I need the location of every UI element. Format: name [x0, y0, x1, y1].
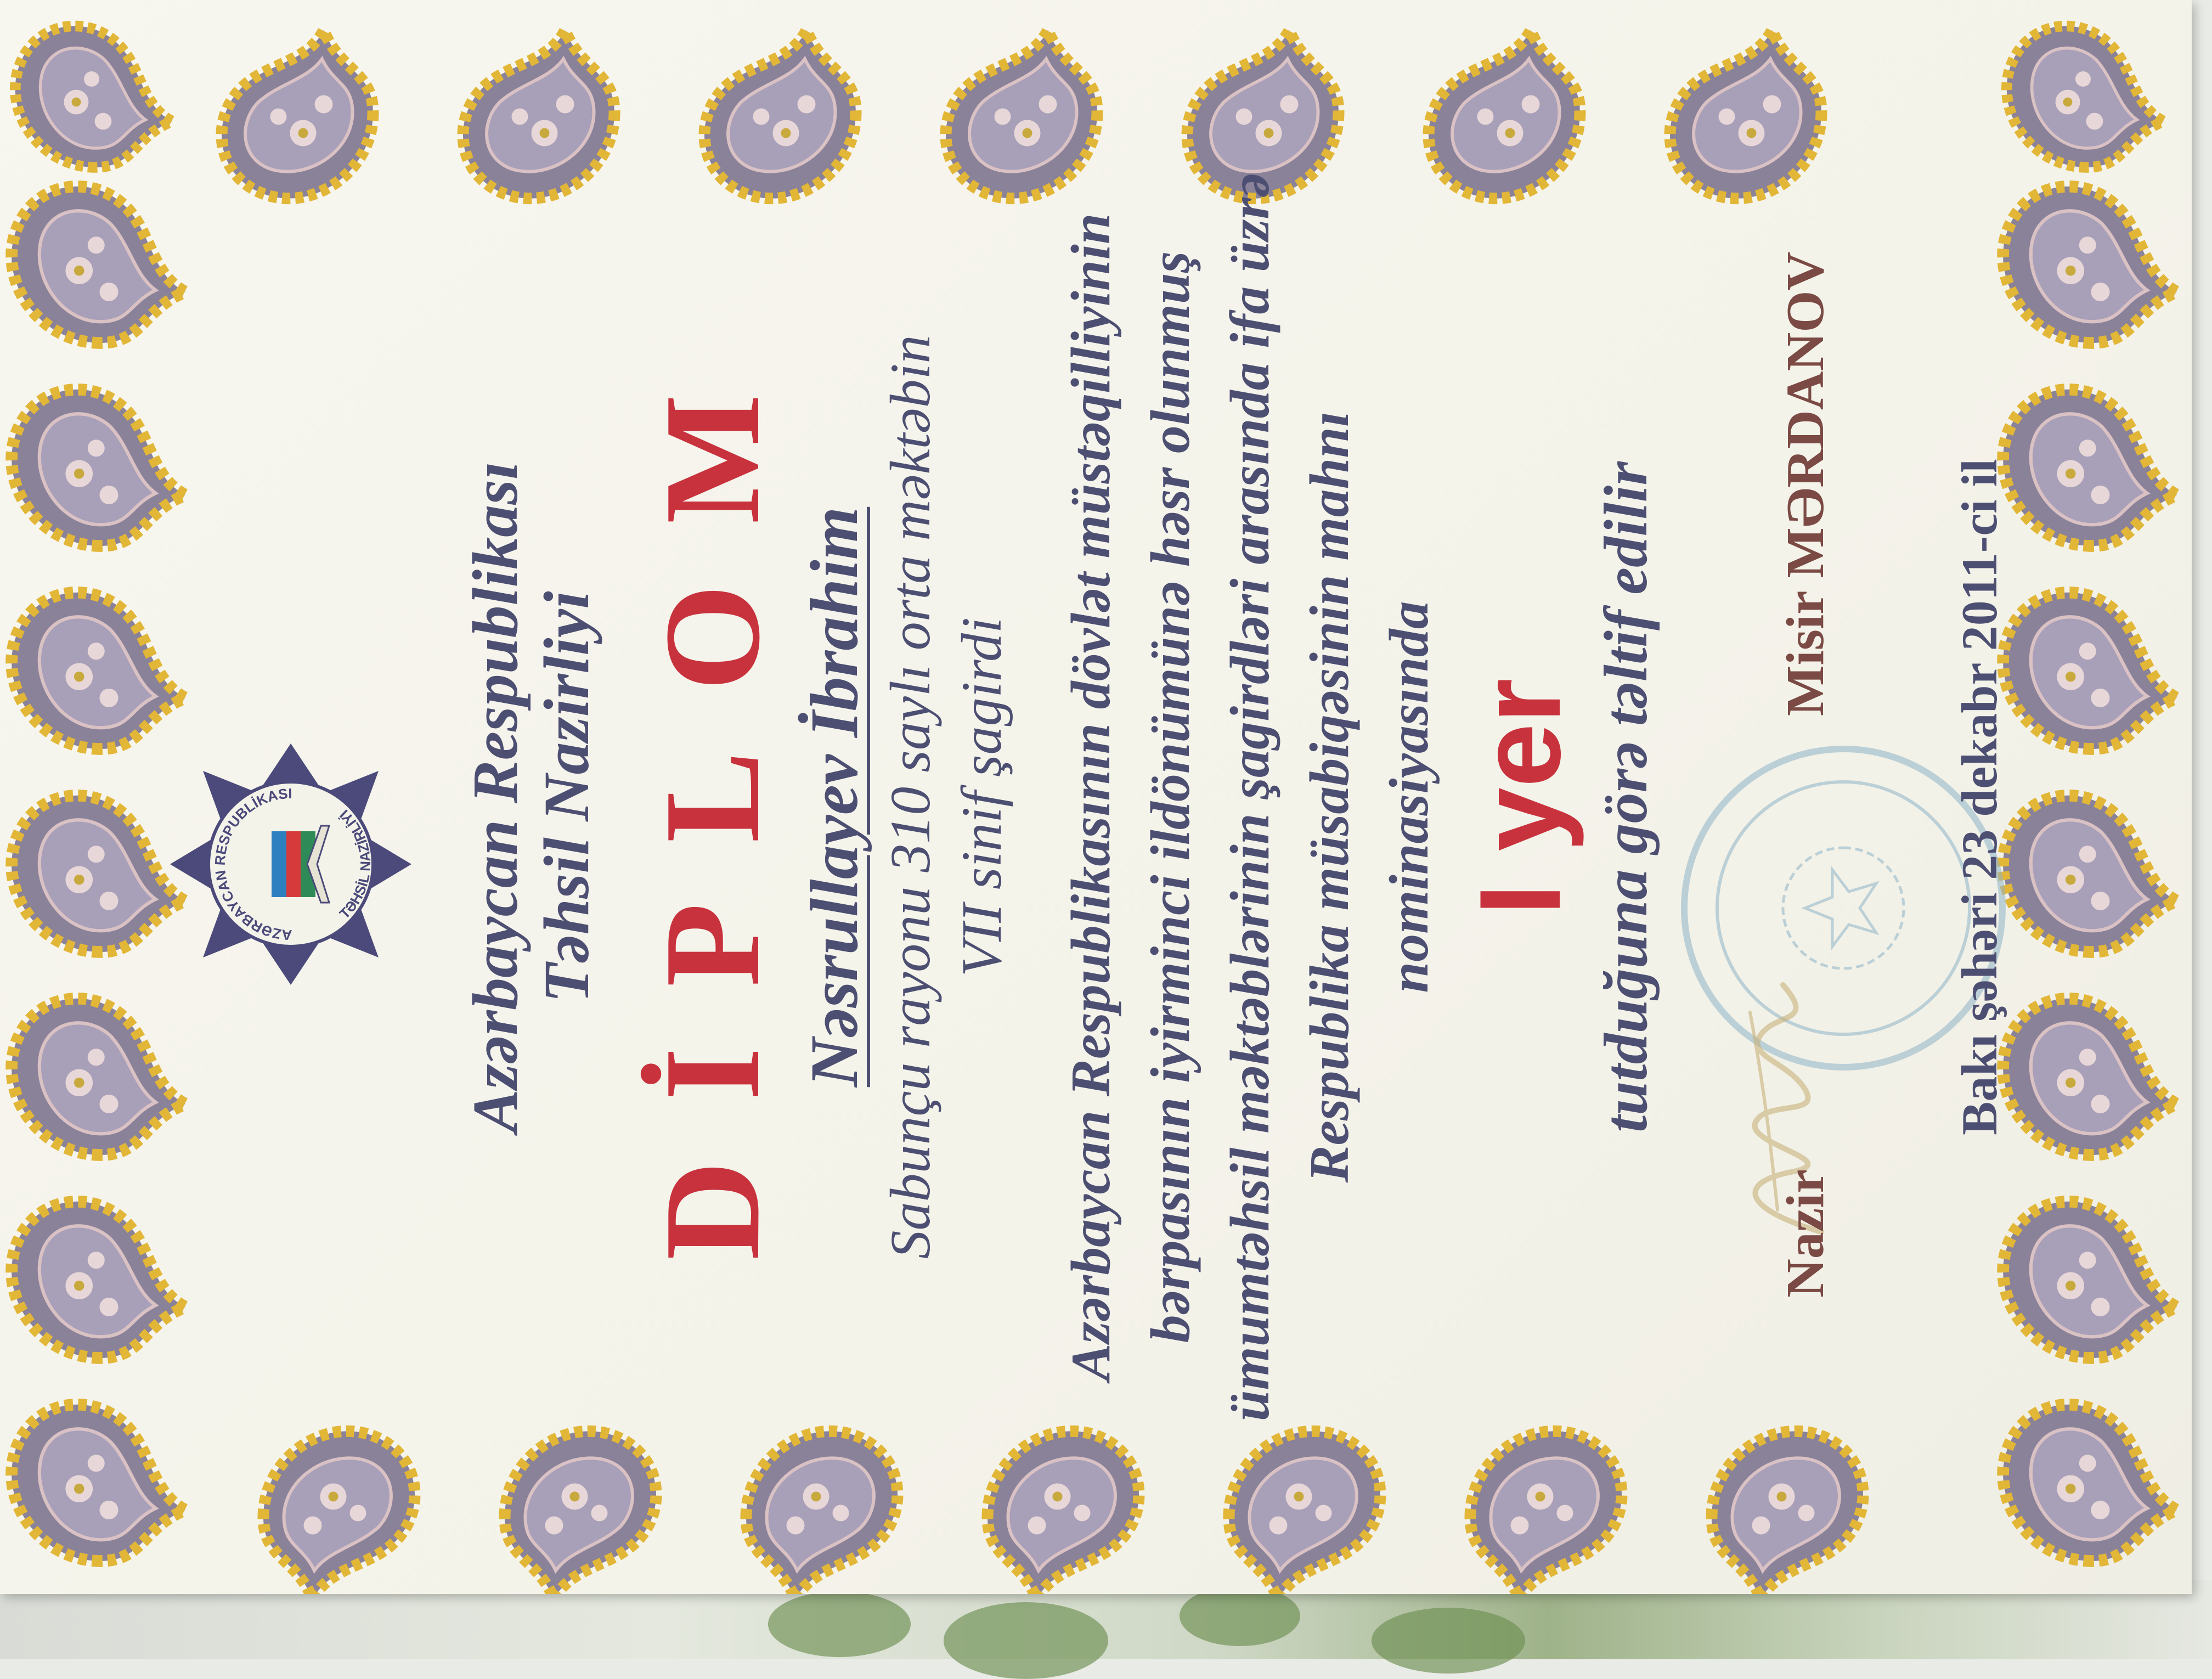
ministry-emblem — [165, 738, 417, 990]
issue-place-date: Bakı şəhəri 23 dekabr 2011-ci il — [1951, 459, 2007, 1135]
signer-name: Misir MƏRDANOV — [1776, 251, 1835, 716]
student-name — [795, 0, 873, 1594]
place-award: I yer — [1455, 678, 1584, 916]
leaf-shape — [768, 1591, 911, 1657]
emblem-text-top: AZƏRBAYCAN RESPUBLİKASI — [211, 785, 292, 944]
body-text-line: Respublika müsabiqəsinin mahnı — [1299, 411, 1361, 1183]
school-line: Sabunçu rayonu 310 saylı orta məktəbin — [879, 335, 942, 1259]
leaf-shape — [944, 1602, 1108, 1679]
body-text-line: nominasiyasında — [1378, 601, 1440, 993]
ministry-name-line2: Təhsil Nazirliyi — [531, 591, 602, 1003]
leaf-shape — [1180, 1586, 1300, 1646]
student-name-text: Nəsrullayev İbrahim — [797, 506, 872, 1088]
grade-line: VII sinif şagirdi — [950, 617, 1013, 977]
signer-title: Nazir — [1776, 1169, 1835, 1298]
award-statement: tutduğuna görə təltif edilir — [1592, 461, 1660, 1133]
diploma-title: DİPLOM — [636, 334, 788, 1260]
body-text-line: Azərbaycan Respublikasının dövlət müstəqilliyinin — [1060, 213, 1122, 1381]
body-text-line: bərpasının iyirminci ildönümünə həsr olunmuş — [1139, 251, 1201, 1343]
ministry-name-line1: Azərbaycan Respublikası — [459, 461, 531, 1133]
leaf-shape — [1372, 1608, 1525, 1674]
body-text-line: ümumtəhsil məktəblərinin şagirdləri arasında ifa üzrə — [1219, 172, 1281, 1422]
emblem-text-bottom: TƏHSİL NAZİRLİYİ — [336, 806, 374, 922]
